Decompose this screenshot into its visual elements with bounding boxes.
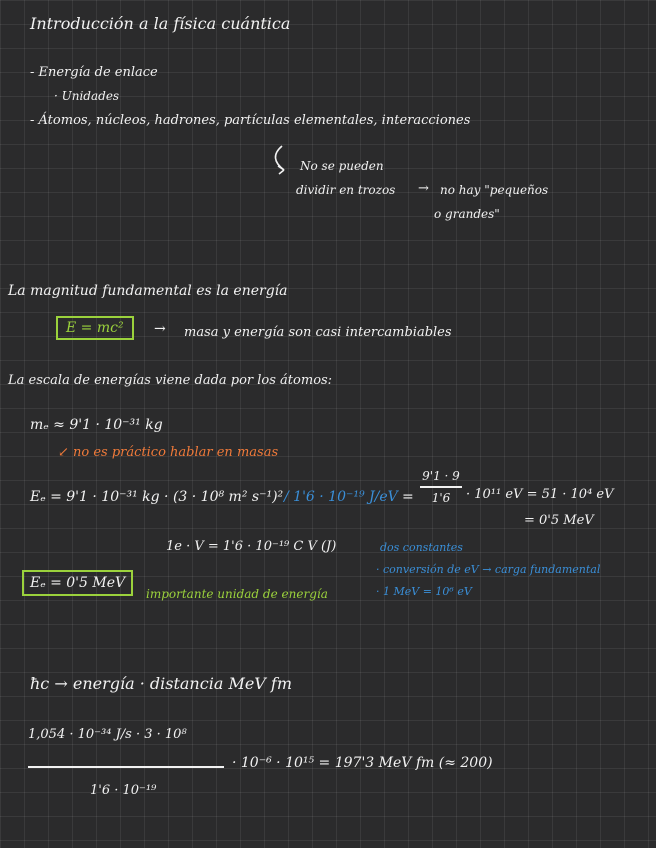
ee-denominator: 1'6	[431, 491, 451, 505]
list-item-binding-energy: - Energía de enlace	[30, 65, 158, 80]
orange-note: ↙ no es práctico hablar en masas	[58, 445, 279, 460]
boxed-result-formula: Eₑ = 0'5 MeV	[30, 575, 126, 591]
ee-rhs: · 10¹¹ eV = 51 · 10⁴ eV	[466, 487, 614, 502]
hbar-c-denominator: 1'6 · 10⁻¹⁹	[90, 783, 157, 798]
ee-lhs: Eₑ = 9'1 · 10⁻³¹ kg · (3 · 10⁸ m² s⁻¹)²	[30, 489, 284, 505]
list-subitem-units: · Unidades	[54, 89, 120, 103]
ee-result: = 0'5 MeV	[524, 513, 594, 528]
emc2-note: masa y energía son casi intercambiables	[184, 325, 452, 340]
list-item-particles: - Átomos, núcleos, hadrones, partículas elementales, interacciones	[30, 113, 471, 128]
hbar-c-fraction-bar	[28, 766, 224, 768]
hbar-c-line: ħc → energía · distancia MeV fm	[30, 674, 293, 693]
hbar-c-result: · 10⁻⁶ · 10¹⁵ = 197'3 MeV fm (≈ 200)	[232, 755, 493, 771]
electron-volt-definition: 1e · V = 1'6 · 10⁻¹⁹ C V (J)	[166, 539, 337, 554]
note-line-4: o grandes"	[434, 207, 500, 221]
boxed-result-note: importante unidad de energía	[146, 587, 328, 601]
note-line-2: dividir en trozos	[296, 183, 396, 197]
energy-heading: La magnitud fundamental es la energía	[8, 283, 288, 299]
emc2-formula: E = mc²	[66, 320, 124, 336]
ee-fraction-bar	[420, 486, 462, 488]
note-line-1: No se pueden	[300, 159, 384, 173]
ee-numerator: 9'1 · 9	[422, 469, 460, 483]
blue-note-title: dos constantes	[380, 541, 463, 554]
electron-mass: mₑ ≈ 9'1 · 10⁻³¹ kg	[30, 417, 163, 433]
ee-conversion: / 1'6 · 10⁻¹⁹ J/eV	[284, 489, 398, 505]
emc2-arrow: →	[154, 321, 166, 337]
emc2-box	[56, 316, 134, 340]
page-title: Introducción a la física cuántica	[30, 14, 291, 33]
note-arrow: →	[418, 181, 429, 196]
blue-note-conversion: · conversión de eV → carga fundamental	[376, 563, 601, 576]
note-line-3: no hay "pequeños	[440, 183, 549, 197]
ee-equals: =	[402, 489, 414, 505]
blue-note-mev: · 1 MeV = 10⁶ eV	[376, 585, 472, 598]
hbar-c-numerator: 1,054 · 10⁻³⁴ J/s · 3 · 10⁸	[28, 727, 187, 742]
scale-line: La escala de energías viene dada por los átomos:	[8, 373, 333, 388]
boxed-result	[22, 570, 133, 596]
